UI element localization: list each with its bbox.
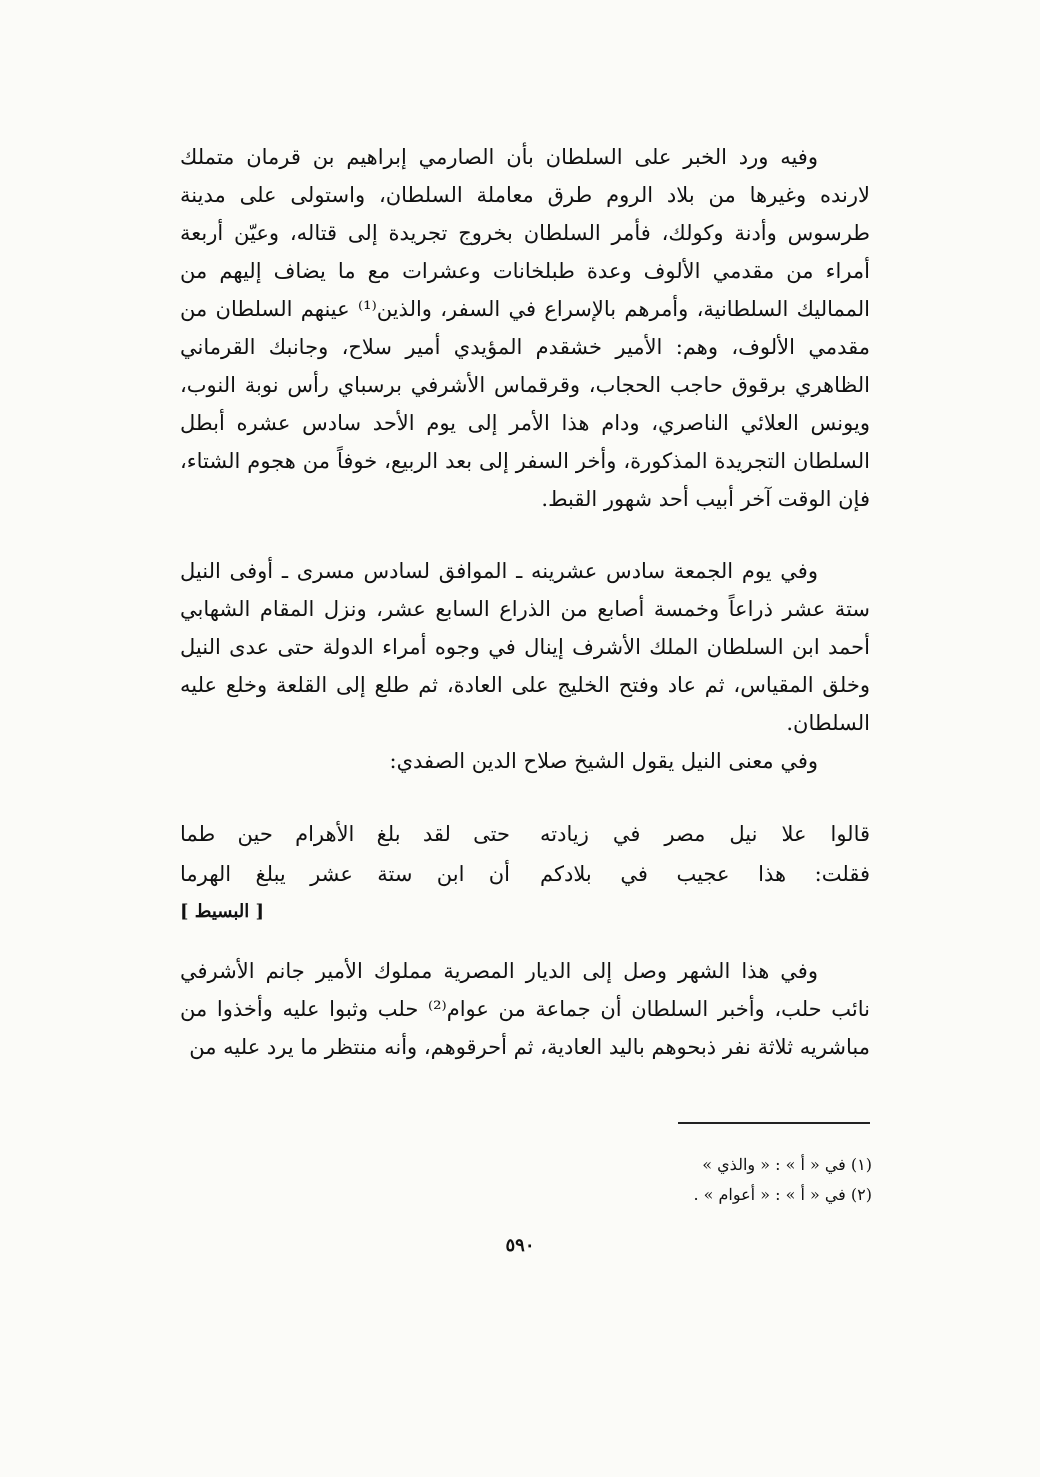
footnote-1: (١) في « أ » : « والذي » [702, 1155, 872, 1174]
verse-first-hemistich: قالوا علا نيل مصر في زيادته [540, 822, 870, 846]
paragraph-4 [180, 952, 870, 1066]
paragraph-1 [180, 138, 870, 518]
paragraph-1-text: وفيه ورد الخبر على السلطان بأن الصارمي إبراهيم بن قرمان متملك لارنده وغيرها من بلاد الروم طرق معاملة السلطان، واستولى على مدينة طرسوس وأدنة وكولك، فأمر السلطان بخروج تجريدة إلى قتاله، وعيّن أربعة أمراء من مقدمي الألوف وعدة طبلخانات وعشرات مع ما يضاف إليهم من المماليك السلطانية، وأمرهم بالإسراع في السفر، والذين⁽¹⁾ عينهم السلطان من مقدمي الألوف، وهم: الأمير خشقدم المؤيدي أمير سلاح، وجانبك القرماني الظاهري برقوق حاجب الحجاب، وقرقماس الأشرفي برسباي رأس نوبة النوب، ويونس العلائي الناصري، ودام هذا الأمر إلى يوم الأحد سادس عشره أبطل السلطان التجريدة المذكورة، وأخر السفر إلى بعد الربيع، خوفاً من هجوم الشتاء، فإن الوقت آخر أبيب أحد شهور القبط. [180, 145, 871, 511]
paragraph-2 [180, 552, 870, 742]
poem [180, 814, 870, 930]
footnote-2: (٢) في « أ » : « أعوام » . [693, 1185, 872, 1204]
poem-meter-label: [ البسيط ] [180, 901, 265, 922]
verse-second-hemistich: حتى لقد بلغ الأهرام حين طما [180, 822, 510, 846]
verse-first-hemistich: فقلت: هذا عجيب في بلادكم [540, 862, 870, 886]
page-body [180, 138, 870, 1066]
page-number: ٥٩٠ [505, 1235, 535, 1256]
footnote-separator [678, 1122, 870, 1124]
verse-second-hemistich: أن ابن ستة عشر يبلغ الهرما [180, 862, 510, 886]
footnotes [572, 1150, 872, 1210]
poem-verse [180, 814, 870, 854]
paragraph-2-text: وفي يوم الجمعة سادس عشرينه ـ الموافق لسادس مسرى ـ أوفى النيل ستة عشر ذراعاً وخمسة أصابع من الذراع السابع عشر، ونزل المقام الشهابي أحمد ابن السلطان الملك الأشرف إينال في وجوه أمراء الدولة حتى عدى النيل وخلق المقياس، ثم عاد وفتح الخليج على العادة، ثم طلع إلى القلعة وخلع عليه السلطان. [180, 559, 870, 735]
poem-verse [180, 854, 870, 894]
poem-introduction: وفي معنى النيل يقول الشيخ صلاح الدين الصفدي: [389, 749, 818, 773]
paragraph-4-text: وفي هذا الشهر وصل إلى الديار المصرية مملوك الأمير جانم الأشرفي نائب حلب، وأخبر السلطان أن جماعة من عوام⁽²⁾ حلب وثبوا عليه وأخذوا من مباشريه ثلاثة نفر ذبحوهم باليد العادية، ثم أحرقوهم، وأنه منتظر ما يرد عليه من [180, 959, 870, 1059]
